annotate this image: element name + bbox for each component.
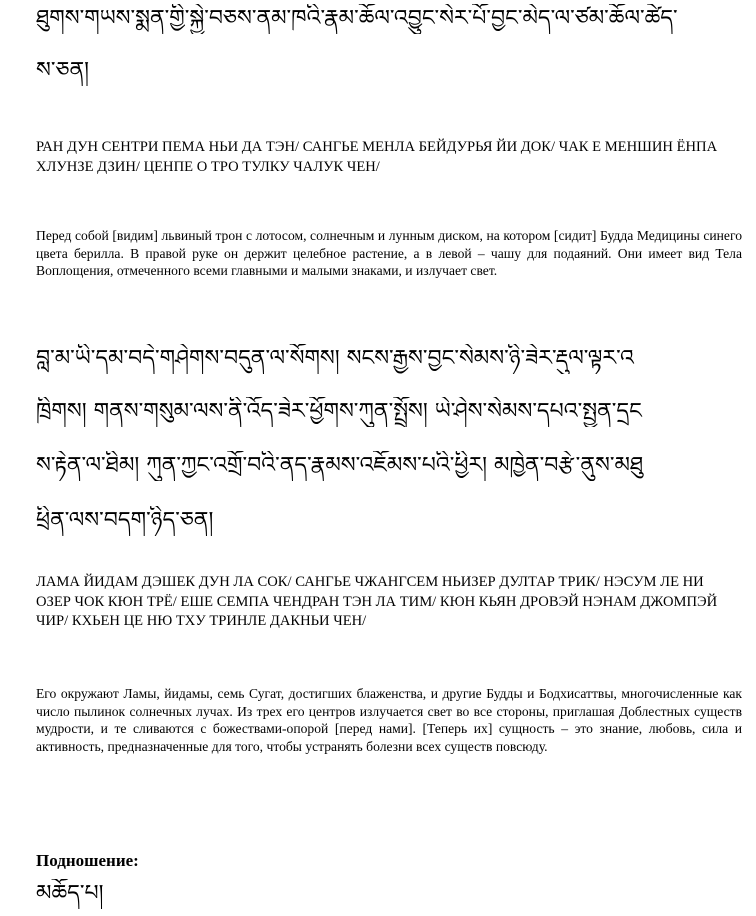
transliteration-verse2: ЛАМА ЙИДАМ ДЭШЕК ДУН ЛА СОК/ САНГЬЕ ЧЖАНГСЕМ НЬИЗЕР ДУЛТАР ТРИК/ НЭСУМ ЛЕ НИ ОЗЕР ЧОК КЮН ТРЁ/ ЕШЕ СЕМПА ЧЕНДРАН ТЭН ЛА ТИМ/ КЮН КЬЯН ДРОВЭЙ НЭНАМ ДЖОМПЭЙ ЧИР/ КХЬЕН ЦЕ НЮ ТХУ ТРИНЛЕ ДАКНЬИ ЧЕН/	[36, 574, 718, 629]
tibetan-verse1-line2: ས་ཅན།	[36, 58, 90, 83]
tibetan-verse1-line1: ཐུགས་གཡས་སྨན་གྱི་སྐྱེ་བཅས་ནམ་ཁའི་རྣམ་ཆོལ་འབྱུང་སེར་པོ་བྱང་མེད་ལ་ཙམ་ཆོལ་ཚེད་	[36, 6, 678, 31]
tibetan-verse2-line3: ས་རྟེན་ལ་ཐིམ། ཀུན་ཀྱང་འགྲོ་བའི་ནད་རྣམས་འཇོམས་པའི་ཕྱིར། མཁྱེན་བརྩེ་ནུས་མཐུ	[36, 453, 644, 478]
tibetan-verse2-line4: ཕྲིན་ལས་བདག་ཉིད་ཅན།	[36, 508, 214, 533]
tibetan-verse2-line2: ཁྲིགས། གནས་གསུམ་ལས་ནི་འོད་ཟེར་ཕྱོགས་ཀུན་སྤྲོས། ཡེ་ཤེས་སེམས་དཔའ་སྤྱན་དྲང	[36, 399, 642, 424]
offering-heading: Подношение:	[36, 851, 139, 870]
translation-verse2: Его окружают Ламы, йидамы, семь Сугат, достигших блаженства, и другие Будды и Бодхисаттвы, многочисленные как число пылинок солнечных лучах. Из трех его центров излучается свет во все стороны, приглашая Доблестных существ мудрости, и те сливаются с божествами-опорой [перед нами]. [Теперь их] сущность – это знание, любовь, сила и активность, предназначенные для того, чтобы устранять болезни всех существ повсюду.	[36, 686, 742, 754]
tibetan-verse2-line1: བླ་མ་ཡི་དམ་བདེ་གཤེགས་བདུན་ལ་སོགས། སངས་རྒྱས་བྱང་སེམས་ཉི་ཟེར་རྡུལ་ལྟར་འ	[36, 346, 634, 371]
translation-verse1: Перед собой [видим] львиный трон с лотосом, солнечным и лунным диском, на котором [сидит] Будда Медицины синего цвета берилла. В правой руке он держит целебное растение, а в левой – чашу для подаяний. Они имеет вид Тела Воплощения, отмеченного всеми главными и малыми знаками, и излучает свет.	[36, 228, 742, 279]
tibetan-offering: མཆོད་པ།	[36, 881, 104, 906]
transliteration-verse1: РАН ДУН СЕНТРИ ПЕМА НЬИ ДА ТЭН/ САНГЬЕ МЕНЛА БЕЙДУРЬЯ ЙИ ДОК/ ЧАК Е МЕНШИН ЁНПА ХЛУНЗЕ ДЗИН/ ЦЕНПЕ О ТРО ТУЛКУ ЧАЛУК ЧЕН/	[36, 139, 718, 175]
